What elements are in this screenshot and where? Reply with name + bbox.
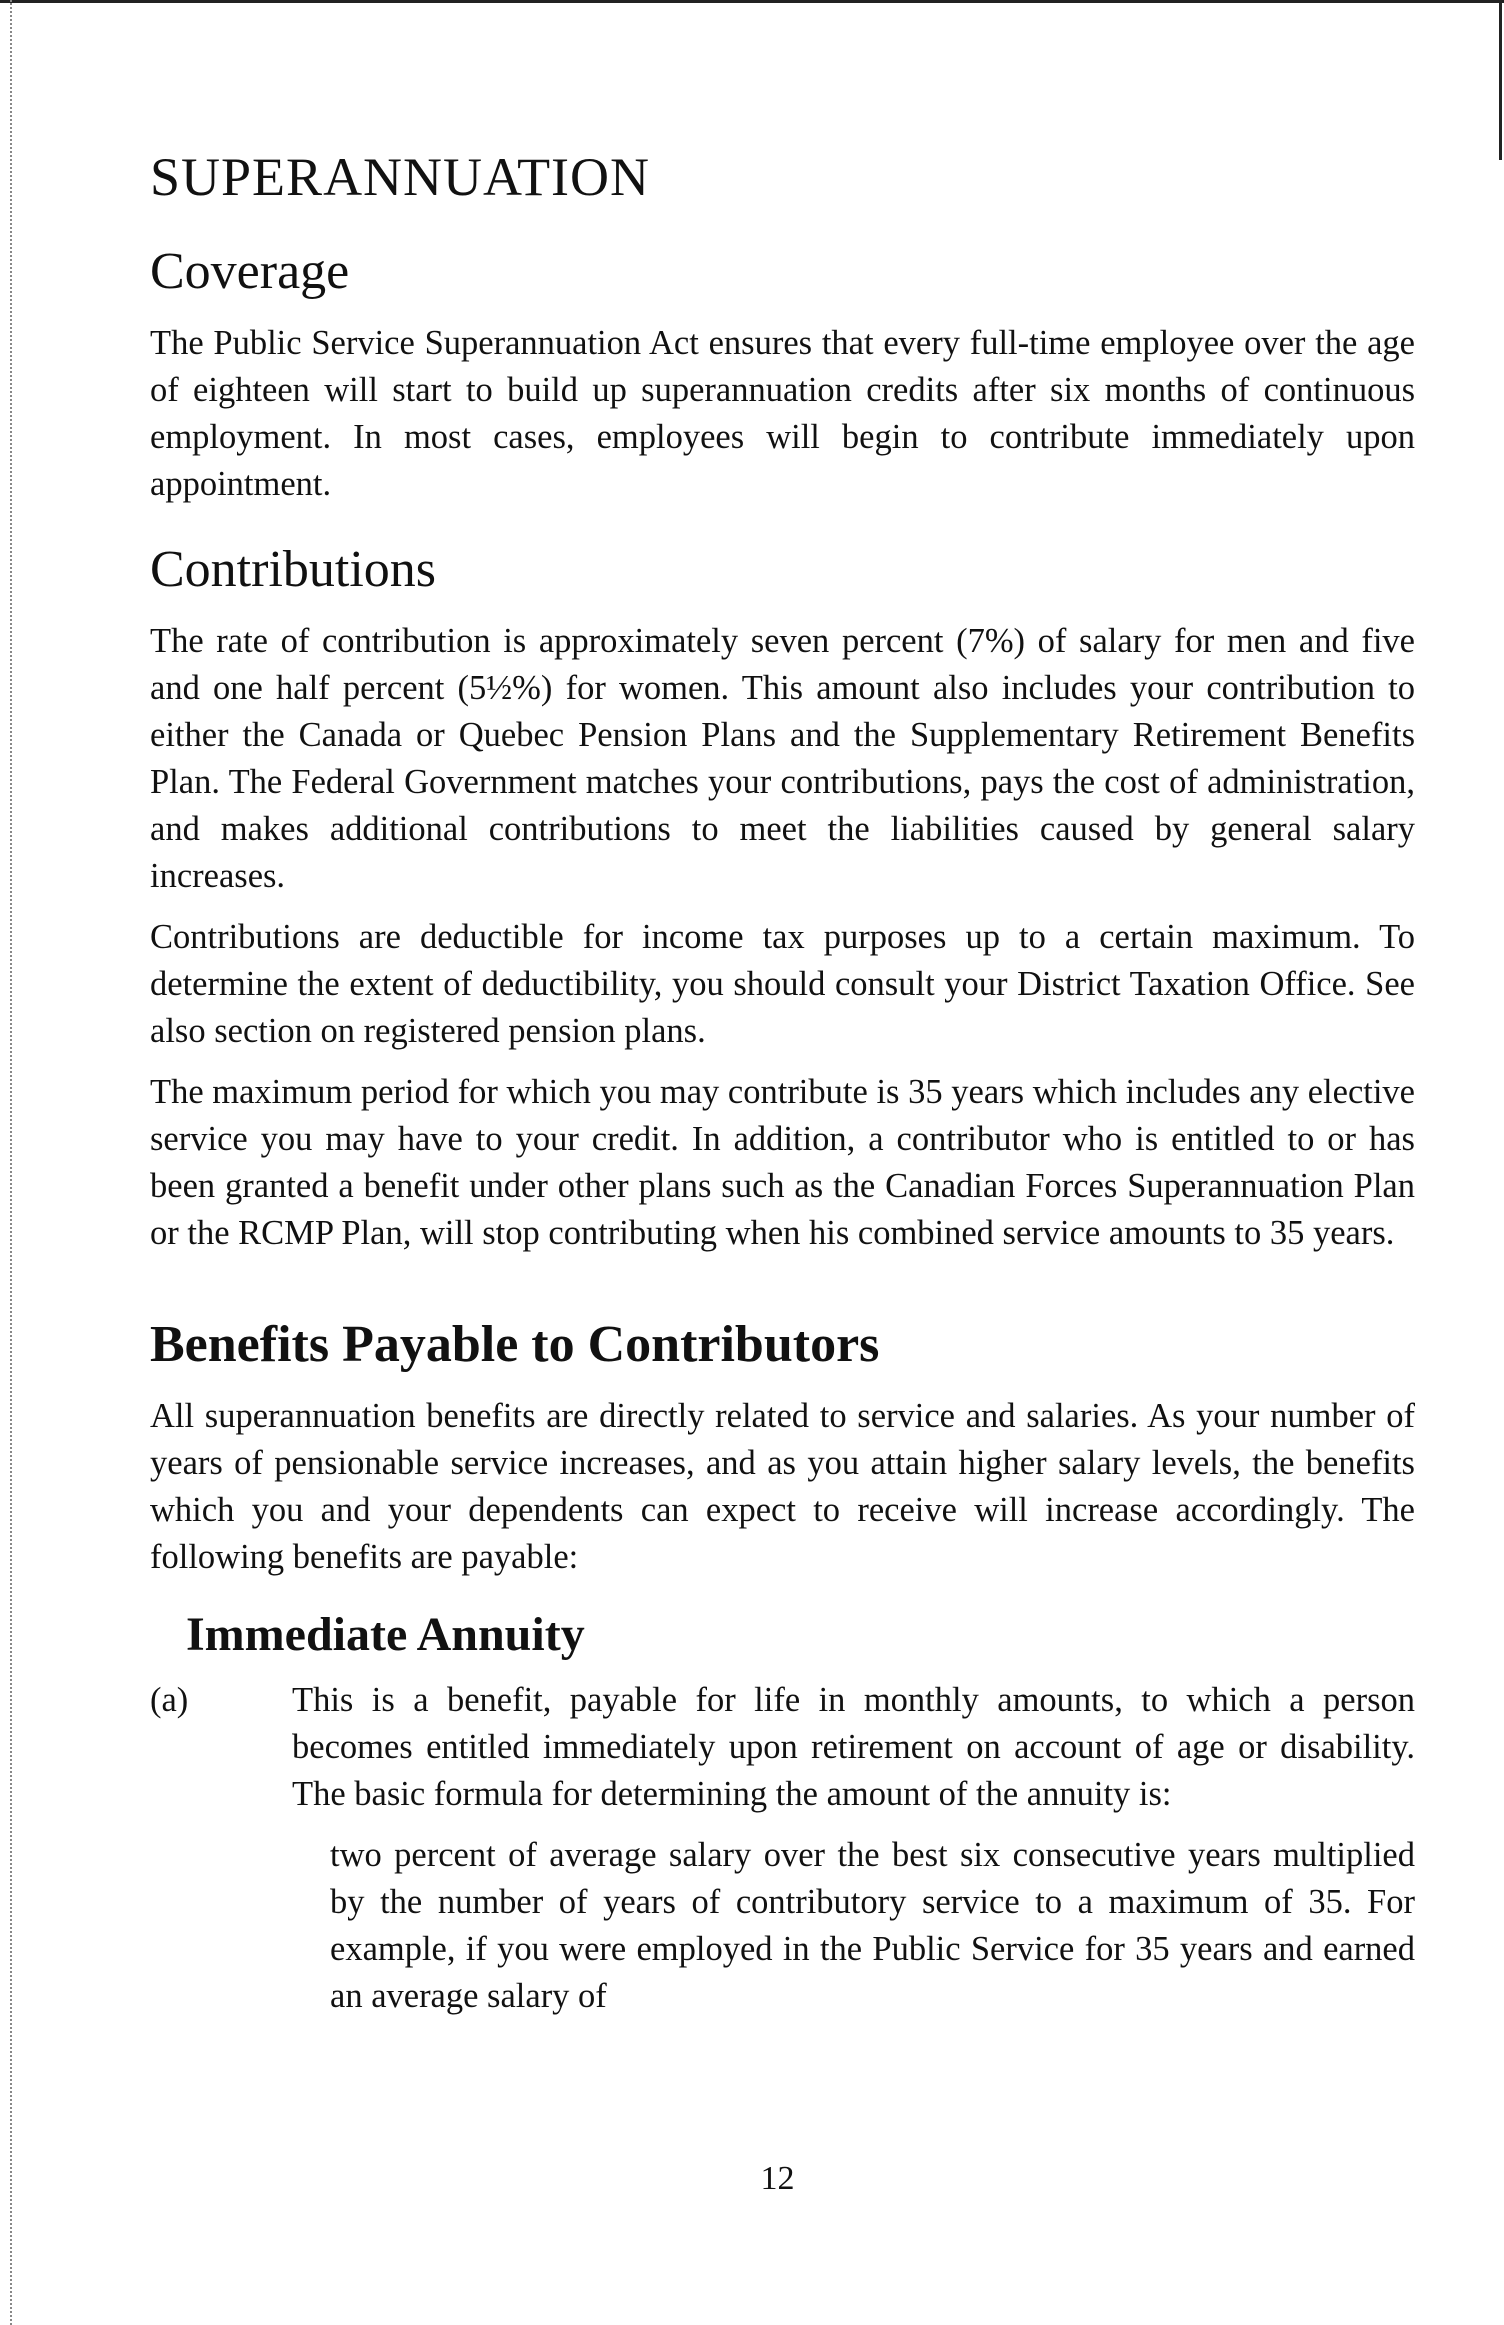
contributions-heading: Contributions: [150, 541, 437, 598]
page-number: 12: [760, 2160, 795, 2197]
formula-block: [330, 1832, 1415, 2020]
benefits-paragraph: All superannuation benefits are directly related to service and salaries. As your number of years of pensionable service increases, and as you attain higher salary levels, the benefits which you and your dependents can expect to receive will increase accordingly. The following benefits are payable:: [150, 1397, 1415, 1576]
document-page: [150, 147, 1415, 2034]
immediate-annuity-heading: Immediate Annuity: [186, 1608, 585, 1661]
formula-text: two percent of average salary over the best six consecutive years multiplied by the number of years of contributory service to a maximum of 35. For example, if you were employed in the Public Service for 35 years and earned an average salary of: [330, 1836, 1415, 2015]
coverage-heading: Coverage: [150, 243, 350, 300]
page-title: SUPERANNUATION: [150, 147, 651, 207]
scan-edge-right: [1499, 0, 1502, 160]
list-item-a: [150, 1677, 1415, 2020]
scan-edge-left: [10, 0, 12, 2325]
contributions-paragraph-3: The maximum period for which you may contribute is 35 years which includes any elective service you may have to your credit. In addition, a contributor who is entitled to or has been granted a benefit under other plans such as the Canadian Forces Superannuation Plan or the RCMP Plan, will stop contributing when his combined service amounts to 35 years.: [150, 1073, 1415, 1252]
contributions-paragraph-1: The rate of contribution is approximately seven percent (7%) of salary for men and five and one half percent (5½%) for women. This amount also includes your contribution to either the Canada or Quebec Pension Plans and the Supplementary Retirement Benefits Plan. The Federal Government matches your contributions, pays the cost of administration, and makes additional contributions to meet the liabilities caused by general salary increases.: [150, 622, 1415, 895]
benefits-heading: Benefits Payable to Contributors: [150, 1316, 880, 1373]
scan-edge-top: [0, 0, 1504, 3]
list-item-text: This is a benefit, payable for life in monthly amounts, to which a person becomes entitled immediately upon retirement on account of age or disability. The basic formula for determining the amount of the annuity is:: [292, 1681, 1415, 1813]
coverage-paragraph: The Public Service Superannuation Act ensures that every full-time employee over the age of eighteen will start to build up superannuation credits after six months of continuous employment. In most cases, employees will begin to contribute immediately upon appointment.: [150, 324, 1415, 503]
list-item-label: (a): [150, 1681, 189, 1719]
contributions-paragraph-2: Contributions are deductible for income tax purposes up to a certain maximum. To determine the extent of deductibility, you should consult your District Taxation Office. See also section on registered pension plans.: [150, 918, 1415, 1050]
